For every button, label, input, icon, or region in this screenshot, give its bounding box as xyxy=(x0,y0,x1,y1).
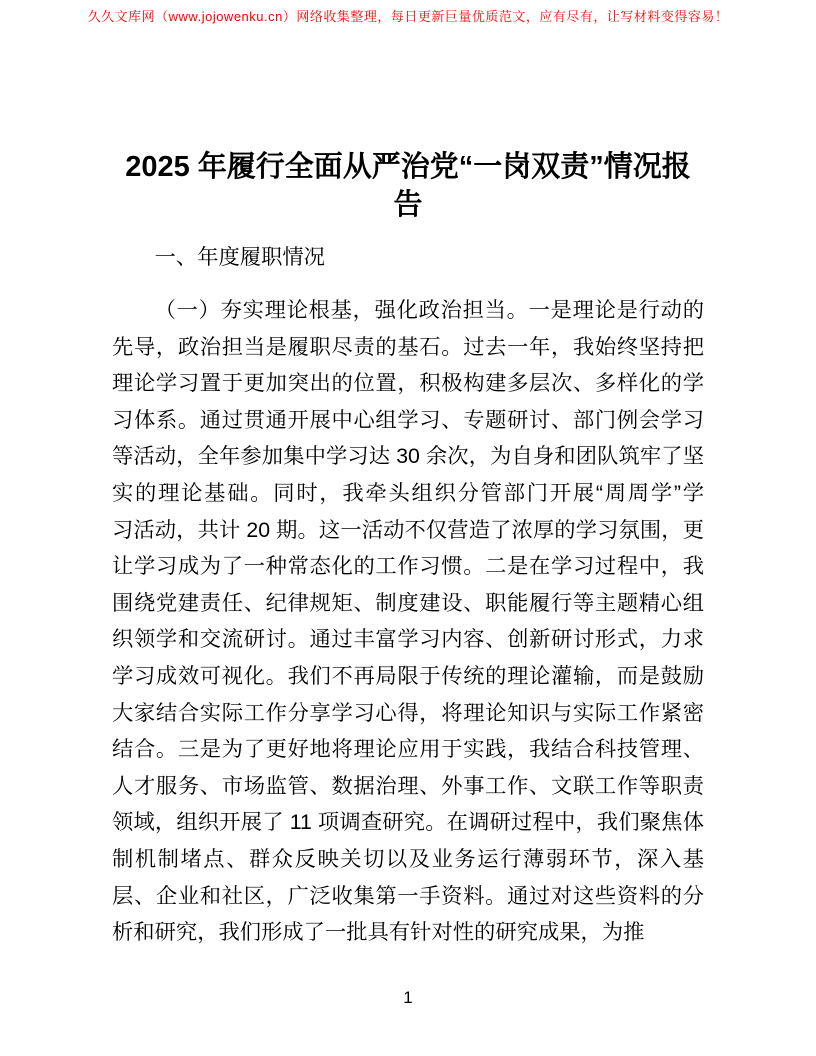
paragraph-line: 让学习成为了一种常态化的工作习惯。二是在学习过程中，我 xyxy=(112,554,704,579)
site-watermark-header: 久久文库网（www.jojowenku.cn）网络收集整理，每日更新巨量优质范文，应有尽有，让写材料变得容易！ xyxy=(87,9,729,24)
paragraph-line: 层、企业和社区，广泛收集第一手资料。通过对这些资料的分 xyxy=(112,883,704,908)
paragraph-line: 等活动，全年参加集中学习达 30 余次，为自身和团队筑牢了坚 xyxy=(112,444,704,469)
body-paragraph xyxy=(112,292,704,951)
paragraph-line: 人才服务、市场监管、数据治理、外事工作、文联工作等职责 xyxy=(112,773,704,798)
page-number: 1 xyxy=(403,988,413,1007)
paragraph-line: 织领学和交流研讨。通过丰富学习内容、创新研讨形式，力求 xyxy=(112,627,704,652)
paragraph-line: 制机制堵点、群众反映关切以及业务运行薄弱环节，深入基 xyxy=(112,846,704,871)
document-title: 2025 年履行全面从严治党“一岗双责”情况报告 xyxy=(125,151,691,221)
paragraph-line: 实的理论基础。同时，我牵头组织分管部门开展“周周学”学 xyxy=(112,480,704,505)
paragraph-line: 围绕党建责任、纪律规矩、制度建设、职能履行等主题精心组 xyxy=(112,590,704,615)
paragraph-line: 学习成效可视化。我们不再局限于传统的理论灌输，而是鼓励 xyxy=(112,663,704,688)
paragraph-line: 先导，政治担当是履职尽责的基石。过去一年，我始终坚持把 xyxy=(112,334,704,359)
paragraph-line: 习活动，共计 20 期。这一活动不仅营造了浓厚的学习氛围，更 xyxy=(112,517,704,542)
paragraph-line: 析和研究，我们形成了一批具有针对性的研究成果，为推 xyxy=(112,920,645,945)
paragraph-line: （一）夯实理论根基，强化政治担当。一是理论是行动的 xyxy=(154,298,704,322)
paragraph-line: 结合。三是为了更好地将理论应用于实践，我结合科技管理、 xyxy=(112,737,704,762)
paragraph-line: 理论学习置于更加突出的位置，积极构建多层次、多样化的学 xyxy=(112,371,704,396)
section-heading: 一、年度履职情况 xyxy=(154,245,325,269)
paragraph-line: 领域，组织开展了 11 项调查研究。在调研过程中，我们聚焦体 xyxy=(112,810,704,835)
paragraph-line: 大家结合实际工作分享学习心得，将理论知识与实际工作紧密 xyxy=(112,700,704,725)
paragraph-line: 习体系。通过贯通开展中心组学习、专题研讨、部门例会学习 xyxy=(112,407,704,432)
